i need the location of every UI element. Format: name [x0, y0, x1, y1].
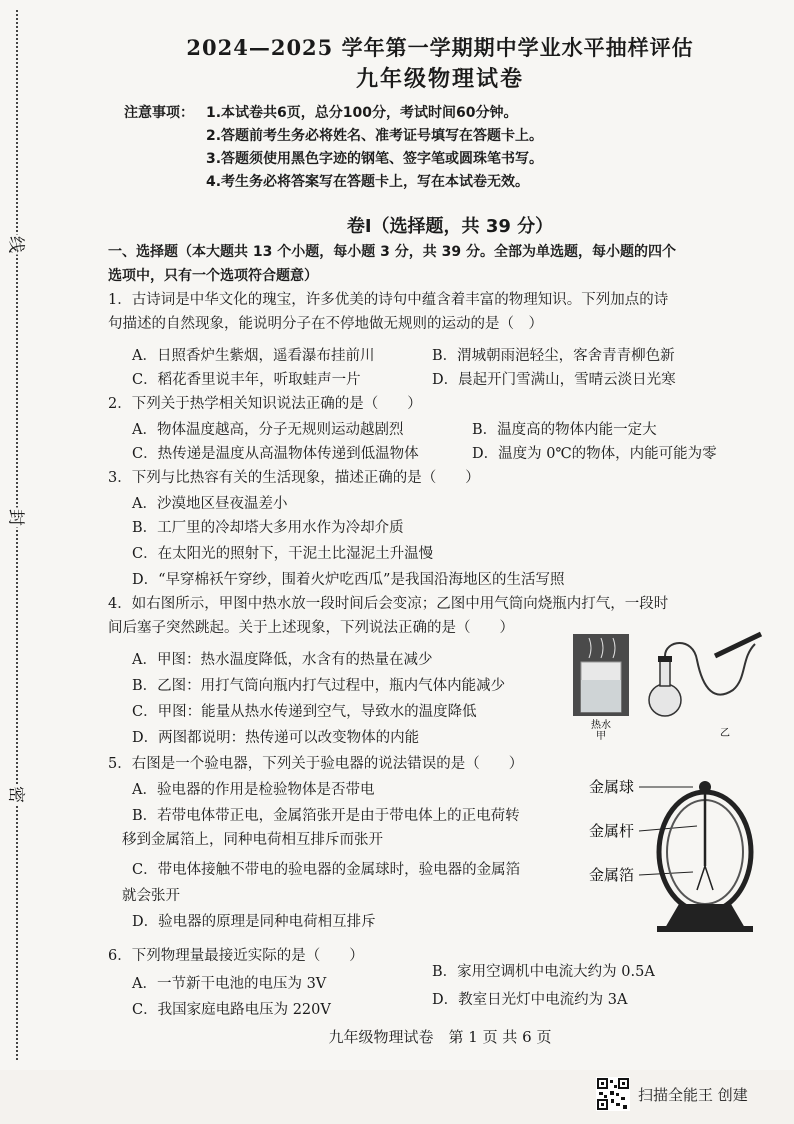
- metal-ball-icon: [699, 781, 711, 793]
- option-a: A．日照香炉生紫烟，遥看瀑布挂前川: [132, 348, 375, 364]
- notice-items: [206, 102, 726, 194]
- question-5: [108, 752, 523, 776]
- pointer-rod: [639, 826, 697, 831]
- option-d: D．教室日光灯中电流约为 3A: [432, 992, 628, 1008]
- option-d: D．“早穿棉袄午穿纱，围着火炉吃西瓜”是我国沿海地区的生活写照: [132, 572, 565, 588]
- option-c-cont: 就会张开: [122, 888, 180, 904]
- binding-char-middle: 封: [6, 508, 31, 528]
- option-d: D．验电器的原理是同种电荷相互排斥: [132, 914, 376, 930]
- question-stem: 3．下列与比热容有关的生活现象，描述正确的是（ ）: [108, 470, 480, 486]
- part-heading-line: 一、选择题（本大题共 13 个小题，每小题 3 分，共 39 分。全部为单选题，每小题的四个: [108, 244, 676, 260]
- label-water: 热水: [591, 720, 611, 731]
- option-d: D．晨起开门雪满山，雪晴云淡日光寒: [432, 372, 676, 388]
- hose-icon: [665, 643, 755, 695]
- option-b: B．家用空调机中电流大约为 0.5A: [432, 964, 655, 980]
- brand-text: 扫描全能王 创建: [638, 1085, 748, 1104]
- option-d: D．两图都说明：热传递可以改变物体的内能: [132, 730, 420, 746]
- question-1: [108, 288, 668, 336]
- option-b: B．若带电体带正电，金属箔张开是由于带电体上的正电荷转: [132, 808, 520, 824]
- option-a: A．一节新干电池的电压为 3V: [132, 976, 327, 992]
- notice-label: 注意事项：: [124, 105, 194, 121]
- part-heading-line: 选项中，只有一个选项符合题意）: [108, 268, 318, 284]
- option-c: C．带电体接触不带电的验电器的金属球时，验电器的金属箔: [132, 862, 521, 878]
- binding-char-top: 线: [6, 235, 31, 255]
- figure-q4: [565, 630, 765, 740]
- section-title: 卷Ⅰ（选择题，共 39 分）: [346, 216, 554, 237]
- label-jia: 甲: [596, 731, 606, 740]
- option-a: A．甲图：热水温度降低，水含有的热量在减少: [132, 652, 433, 668]
- option-a: A．验电器的作用是检验物体是否带电: [132, 782, 375, 798]
- question-3: [108, 466, 480, 490]
- page-footer: 九年级物理试卷 第 1 页 共 6 页: [328, 1028, 552, 1046]
- question-stem: 4．如右图所示，甲图中热水放一段时间后会变凉；乙图中用气筒向烧瓶内打气，一段时: [108, 596, 669, 612]
- option-b: B．工厂里的冷却塔大多用水作为冷却介质: [132, 520, 404, 536]
- label-rod: 金属杆: [589, 822, 635, 840]
- option-c: C．热传递是温度从高温物体传递到低温物体: [132, 446, 419, 462]
- stand-foot: [657, 926, 753, 932]
- stand-base-icon: [665, 904, 745, 928]
- option-b: B．温度高的物体内能一定大: [472, 422, 657, 438]
- flask-neck: [660, 660, 670, 686]
- question-6: [108, 944, 364, 968]
- scanner-watermark: [596, 1076, 748, 1112]
- question-stem: 6．下列物理量最接近实际的是（ ）: [108, 948, 364, 964]
- binding-line: [16, 10, 22, 1060]
- question-stem: 句描述的自然现象，能说明分子在不停地做无规则的运动的是（ ）: [108, 316, 543, 332]
- question-stem: 1．古诗词是中华文化的瑰宝，许多优美的诗句中蕴含着丰富的物理知识。下列加点的诗: [108, 292, 669, 308]
- exam-subtitle: 九年级物理试卷: [355, 66, 524, 92]
- option-d: D．温度为 0℃的物体，内能可能为零: [472, 446, 717, 462]
- option-b: B．乙图：用打气筒向瓶内打气过程中，瓶内气体内能减少: [132, 678, 506, 694]
- question-stem: 间后塞子突然跳起。关于上述现象，下列说法正确的是（ ）: [108, 620, 514, 636]
- option-c: C．在太阳光的照射下，干泥土比湿泥土升温慢: [132, 546, 434, 562]
- part-heading: [108, 240, 748, 288]
- qr-code-icon: [596, 1077, 630, 1111]
- stopper-icon: [658, 656, 672, 662]
- label-ball: 金属球: [589, 778, 635, 796]
- question-2: [108, 392, 422, 416]
- option-c: C．稻花香里说丰年，听取蛙声一片: [132, 372, 361, 388]
- option-b-cont: 移到金属箔上，同种电荷相互排斥而张开: [122, 832, 383, 848]
- label-yi: 乙: [720, 728, 730, 739]
- option-a: A．物体温度越高，分子无规则运动越剧烈: [132, 422, 404, 438]
- notice-item: 2.答题前考生务必将姓名、准考证号填写在答题卡上。: [206, 128, 544, 144]
- question-stem: 2．下列关于热学相关知识说法正确的是（ ）: [108, 396, 422, 412]
- question-stem: 5．右图是一个验电器，下列关于验电器的说法错误的是（ ）: [108, 756, 524, 772]
- notice-item: 1.本试卷共6页，总分100分，考试时间60分钟。: [206, 105, 518, 121]
- notice-item: 4.考生务必将答案写在答题卡上，写在本试卷无效。: [206, 174, 530, 190]
- exam-title: 2024—2025 学年第一学期期中学业水平抽样评估: [186, 35, 694, 60]
- option-a: A．沙漠地区昼夜温差小: [132, 496, 288, 512]
- figure-q5-electroscope: [585, 770, 785, 935]
- water-level: [581, 680, 621, 712]
- label-foil: 金属箔: [589, 866, 635, 884]
- metal-foil-icon: [697, 866, 713, 890]
- option-c: C．甲图：能量从热水传递到空气，导致水的温度降低: [132, 704, 477, 720]
- option-c: C．我国家庭电路电压为 220V: [132, 1002, 331, 1018]
- pointer-foil: [639, 872, 693, 875]
- binding-char-bottom: 密: [6, 785, 31, 805]
- flask-icon: [649, 684, 681, 716]
- notice-item: 3.答题须使用黑色字迹的钢笔、签字笔或圆珠笔书写。: [206, 151, 544, 167]
- option-b: B．渭城朝雨浥轻尘，客舍青青柳色新: [432, 348, 675, 364]
